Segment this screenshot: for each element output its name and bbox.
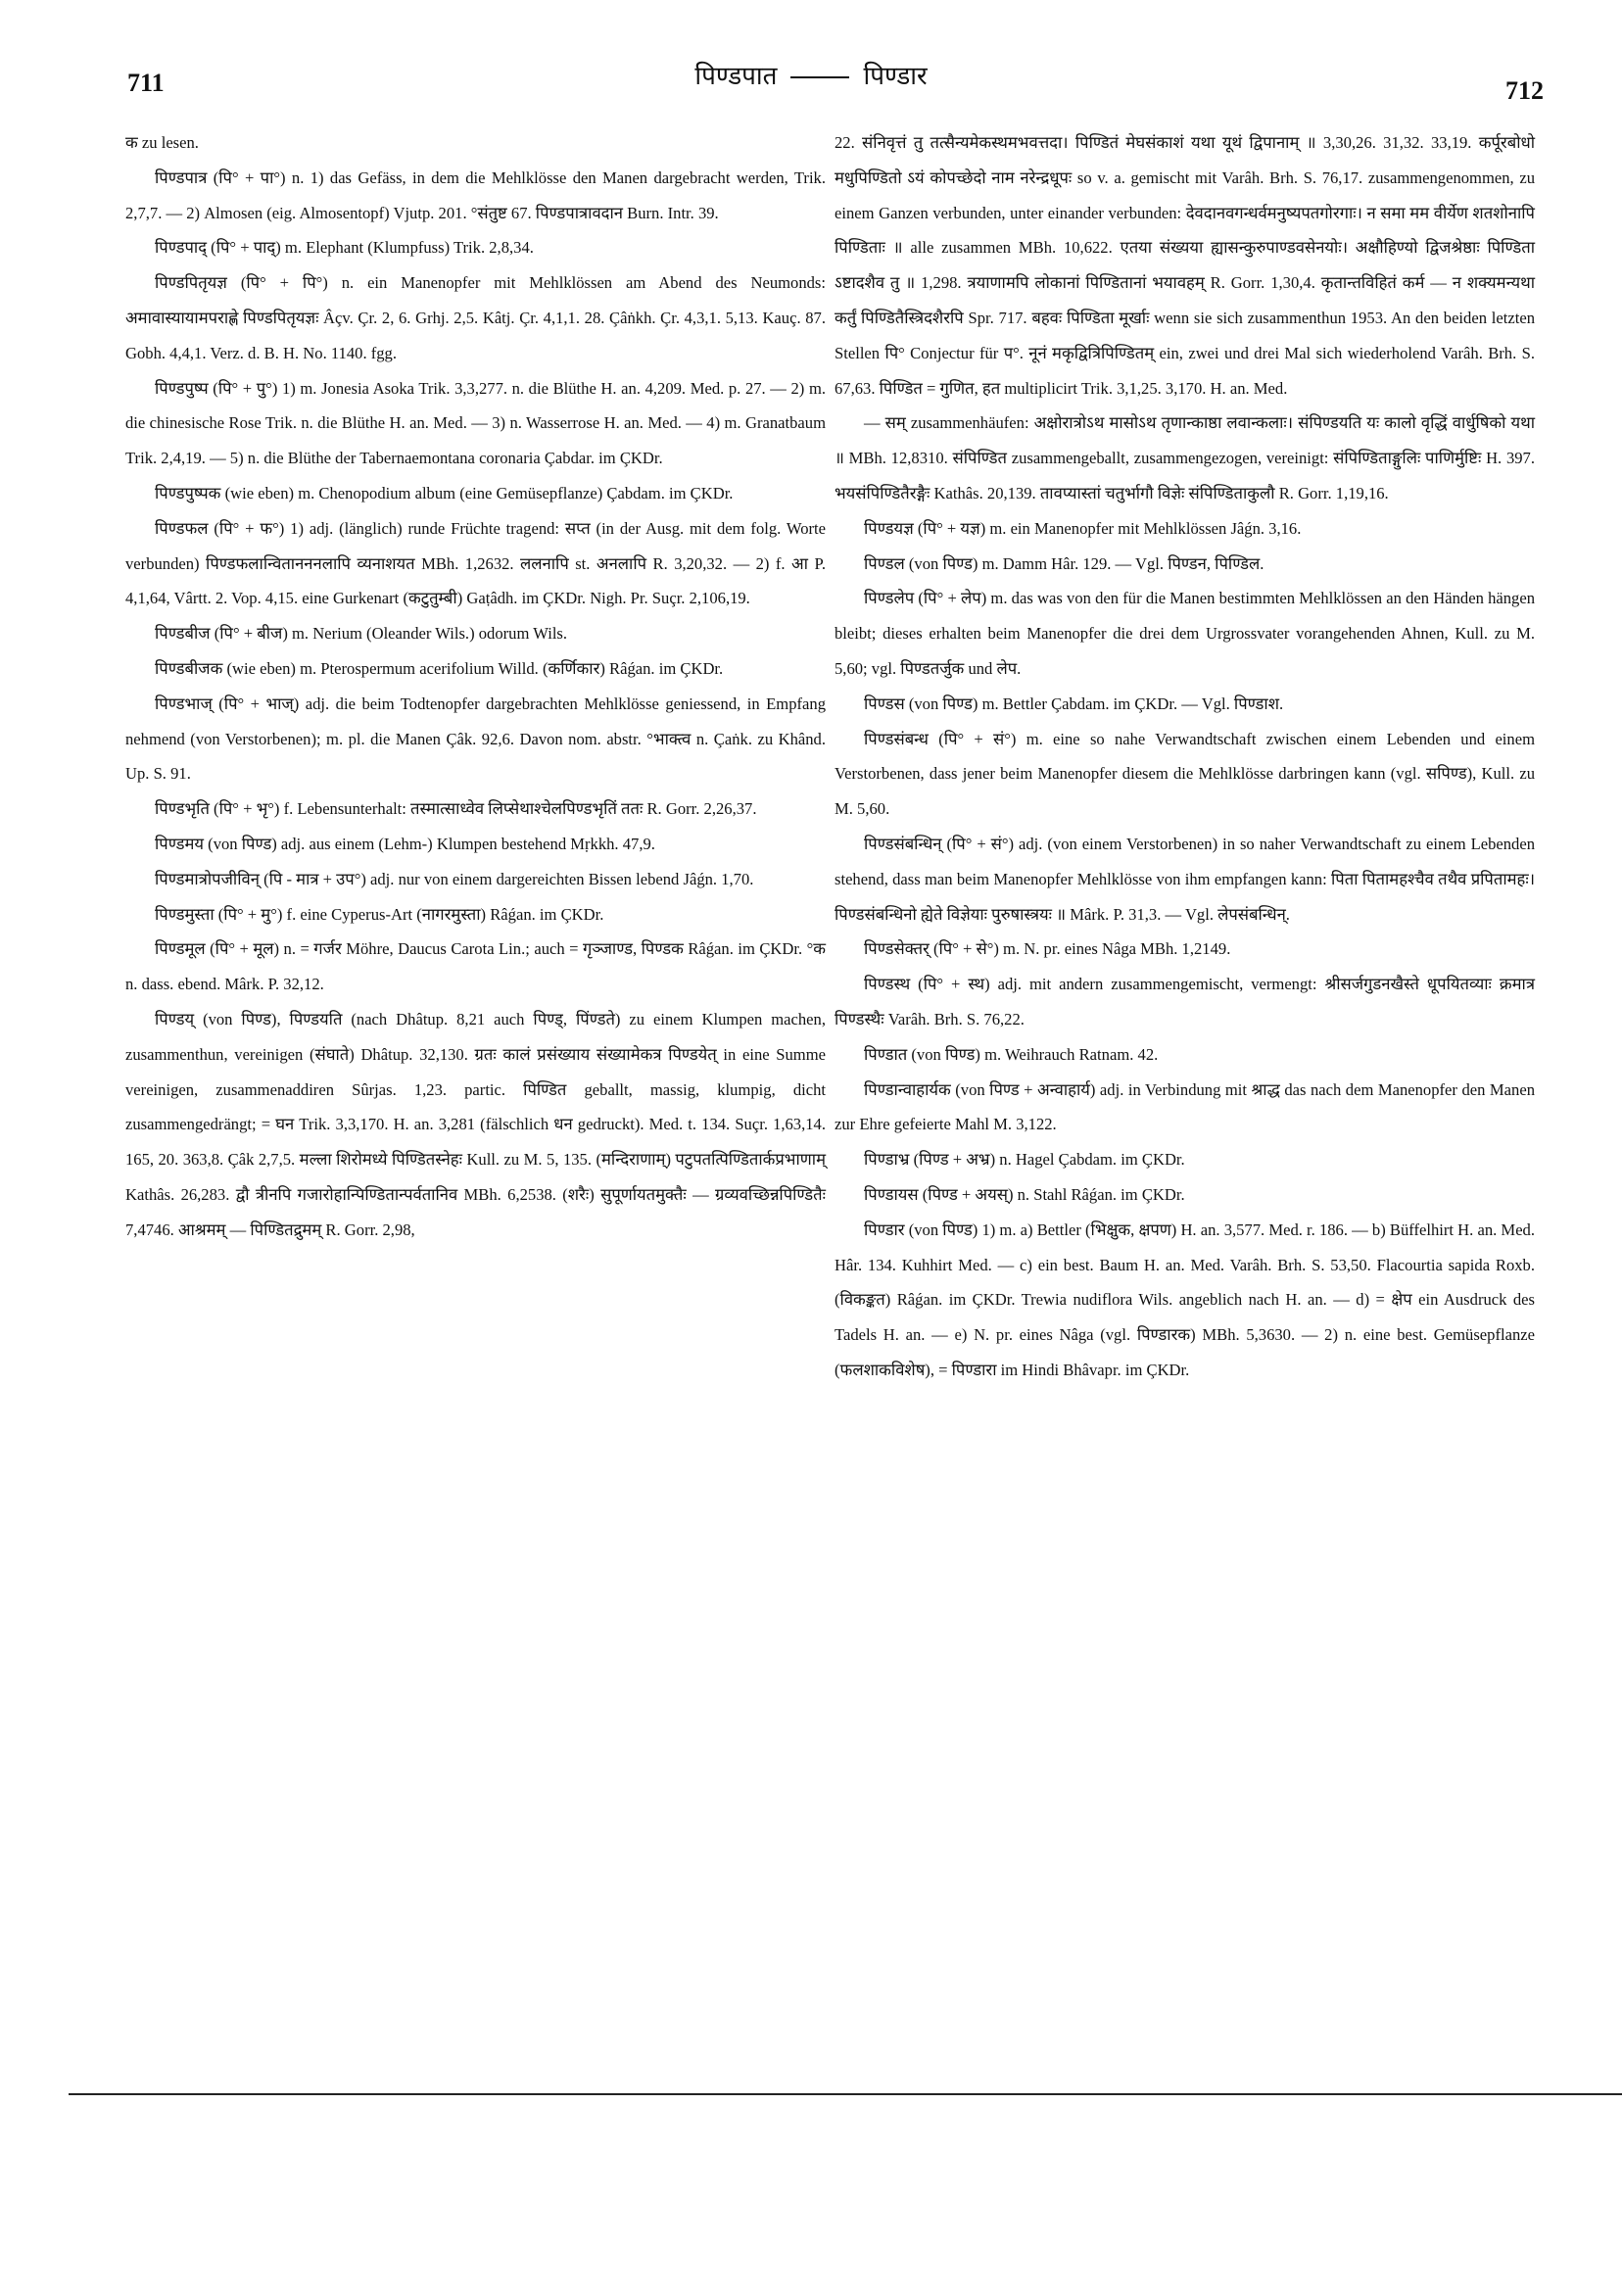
dictionary-entry: पिण्डस (von पिण्ड) m. Bettler Çabdam. im ÇKDr. — Vgl. पिण्डाश.	[864, 694, 1284, 713]
running-header	[0, 57, 1622, 92]
dictionary-entry: पिण्डपुष्प (पि° + पु°) 1) m. Jonesia Asoka Trik. 3,3,277. n. die Blüthe H. an. 4,209. Med. p. 27. — 2) m. die chinesische Rose Trik. n. die Blüthe H. an. Med. — 3) n. Wasserrose H. an. Med. — 4) m. Granatbaum Trik. 2,4,19. — 5) n. die Blüthe der Tabernaemontana coronaria Çabdar. im ÇKDr.	[125, 378, 826, 468]
dictionary-entry: पिण्डाभ्र (पिण्ड + अभ्र) n. Hagel Çabdam. im ÇKDr.	[864, 1150, 1185, 1170]
dictionary-entry: पिण्डमात्रोपजीविन् (पि - मात्र + उप°) adj. nur von einem dargereichten Bissen lebend Jâǵn. 1,70.	[155, 869, 754, 888]
dictionary-entry: पिण्डभाज् (पि° + भाज्) adj. die beim Todtenopfer dargebrachten Mehlklösse geniessend, in Empfang nehmend (von Verstorbenen); m. pl. die Manen Çâk. 92,6. Davon nom. abstr. °भाक्त्व n. Çaṅk. zu Khând. Up. S. 91.	[125, 694, 826, 784]
left-column	[125, 125, 826, 1248]
page-number-right: 712	[1505, 76, 1544, 105]
page-number-left: 711	[127, 69, 165, 97]
dictionary-entry: पिण्डपात्र (पि° + पा°) n. 1) das Gefäss, in dem die Mehlklösse den Manen dargebracht werden, Trik. 2,7,7. — 2) Almosen (eig. Almosentopf) Vjutp. 201. °संतुष्ट 67. पिण्डपात्रावदान Burn. Intr. 39.	[125, 167, 826, 222]
dictionary-entry: — सम् zusammenhäufen: अक्षोरात्रोऽथ मासोऽथ तृणान्काष्ठा लवान्कलाः। संपिण्डयति यः कालो वृद्धिं वार्धुषिको यथा ॥ MBh. 12,8310. संपिण्डित zusammengeballt, zusammengezogen, vereinigt: संपिण्डिताङ्गुलिः पाणिर्मुष्टिः H. 397. भयसंपिण्डितैरङ्गैः Kathâs. 20,139. तावप्यास्तां चतुर्भागौ विज्ञेः संपिण्डिताकुलौ R. Gorr. 1,19,16.	[835, 413, 1535, 502]
dictionary-entry: पिण्डय् (von पिण्ड), पिण्डयति (nach Dhâtup. 8,21 auch पिण्ड्, पिंण्डते) zu einem Klumpen machen, zusammenthun, vereinigen (संघाते) Dhâtup. 32,130. ग्रतः कालं प्रसंख्याय संख्यामेकत्र पिण्डयेत् in eine Summe vereinigen, zusammenaddiren Sûrjas. 1,23. partic. पिण्डित geballt, massig, klumpig, dicht zusammengedrängt; = घन Trik. 3,3,170. H. an. 3,281 (fälschlich धन gedruckt). Med. t. 134. Suçr. 1,63,14. 165, 20. 363,8. Çâk 2,7,5. मल्ला शिरोमध्ये पिण्डितस्नेहः Kull. zu M. 5, 135. (मन्दिराणाम्) पटुपतत्पिण्डितार्कप्रभाणाम् Kathâs. 26,283. द्वौ त्रीनपि गजारोहान्पिण्डितान्पर्वतानिव MBh. 6,2538. (शरैः) सुपूर्णायतमुक्तैः — ग्रव्यवच्छिन्नपिण्डितैः 7,4746. आश्रमम् — पिण्डितद्रुमम् R. Gorr. 2,98,	[125, 1009, 826, 1239]
header-dash	[790, 76, 849, 78]
guide-word-right: पिण्डार	[863, 62, 928, 91]
dictionary-entry: पिण्डान्वाहार्यक (von पिण्ड + अन्वाहार्य) adj. in Verbindung mit श्राद्ध das nach dem Manenopfer den Manen zur Ehre gefeierte Mahl M. 3,122.	[835, 1079, 1535, 1134]
dictionary-entry: पिण्डल (von पिण्ड) m. Damm Hâr. 129. — Vgl. पिण्डन, पिण्डिल.	[864, 553, 1264, 573]
dictionary-entry: पिण्डलेप (पि° + लेप) m. das was von den für die Manen bestimmten Mehlklössen an den Händen hängen bleibt; dieses erhalten beim Manenopfer die drei dem Urgrossvater vorangehenden Ahnen, Kull. zu M. 5,60; vgl. पिण्डतर्जुक und लेप.	[835, 589, 1535, 678]
dictionary-entry: पिण्डसंबन्धिन् (पि° + सं°) adj. (von einem Verstorbenen) in so naher Verwandtschaft zu einem Lebenden stehend, dass man beim Manenopfer Mehlklösse von ihm empfangen kann: पिता पितामहश्चैव तथैव प्रपितामहः। पिण्डसंबन्धिनो ह्येते विज्ञेयाः पुरुषास्त्रयः ॥ Mârk. P. 31,3. — Vgl. लेपसंबन्धिन्.	[835, 834, 1535, 924]
dictionary-entry: पिण्डायस (पिण्ड + अयस्) n. Stahl Râǵan. im ÇKDr.	[864, 1184, 1185, 1204]
footer-rule	[69, 2093, 1622, 2095]
guide-word-left: पिण्डपात	[694, 62, 778, 91]
dictionary-entry: 22. संनिवृत्तं तु तत्सैन्यमेकस्थमभवत्तदा। पिण्डितं मेघसंकाशं यथा यूथं द्विपानाम् ॥ 3,30,26. 31,32. 33,19. कर्पूरबोधो मधुपिण्डितो ऽयं कोपच्छेदो नाम नरेन्द्रधूपः so v. a. gemischt mit Varâh. Brh. S. 76,17. zusammengenommen, zu einem Ganzen verbunden, unter einander verbunden: देवदानवगन्धर्वमनुष्यपतगोरगाः। न समा मम वीर्येण शतशोनापि पिण्डिताः ॥ alle zusammen MBh. 10,622. एतया संख्यया ह्यासन्कुरुपाण्डवसेनयोः। अक्षौहिण्यो द्विजश्रेष्ठाः पिण्डिता ऽष्टादशैव तु ॥ 1,298. त्रयाणामपि लोकानां पिण्डितानां भयावहम् R. Gorr. 1,30,4. कृतान्तविहितं कर्म — न शक्यमन्यथा कर्तुं पिण्डितैस्त्रिदशैरपि Spr. 717. बहवः पिण्डिता मूर्खाः wenn sie sich zusammenthun 1953. An den beiden letzten Stellen पि° Conjectur für प°. नूनं मकृद्वित्रिपिण्डितम् ein, zwei und drei Mal sich wiederholend Varâh. Brh. S. 67,63. पिण्डित = गुणित, हत multiplicirt Trik. 3,1,25. 3,170. H. an. Med.	[835, 133, 1535, 398]
dictionary-entry: पिण्डयज्ञ (पि° + यज्ञ) m. ein Manenopfer mit Mehlklössen Jâǵn. 3,16.	[864, 518, 1302, 538]
dictionary-entry: पिण्डसेक्तर् (पि° + से°) m. N. pr. eines Nâga MBh. 1,2149.	[864, 939, 1231, 959]
dictionary-entry: पिण्डमय (von पिण्ड) adj. aus einem (Lehm-) Klumpen bestehend Mṛkkh. 47,9.	[155, 834, 655, 853]
dictionary-entry: पिण्डस्थ (पि° + स्थ) adj. mit andern zusammengemischt, vermengt: श्रीसर्जगुडनखैस्ते धूपयितव्याः क्रमात्र पिण्डस्थैः Varâh. Brh. S. 76,22.	[835, 975, 1535, 1028]
dictionary-entry: पिण्डफल (पि° + फ°) 1) adj. (länglich) runde Früchte tragend: सप्त (in der Ausg. mit dem folg. Worte verbunden) पिण्डफलान्वितानननलापि व्यनाशयत MBh. 1,2632. ललनापि st. अनलापि R. 3,20,32. — 2) f. आ P. 4,1,64, Vârtt. 2. Vop. 4,15. eine Gurkenart (कटुतुम्बी) Gaṭâdh. im ÇKDr. Nigh. Pr. Suçr. 2,106,19.	[125, 518, 826, 608]
dictionary-entry: पिण्डात (von पिण्ड) m. Weihrauch Ratnam. 42.	[864, 1044, 1159, 1064]
dictionary-entry: पिण्डपितृयज्ञ (पि° + पि°) n. ein Manenopfer mit Mehlklössen am Abend des Neumonds: अमावास्यायामपराह्णे पिण्डपितृयज्ञः Âçv. Çr. 2, 6. Grhj. 2,5. Kâtj. Çr. 4,1,1. 28. Çâṅkh. Çr. 4,3,1. 5,13. Kauç. 87. Gobh. 4,4,1. Verz. d. B. H. No. 1140. fgg.	[125, 273, 826, 362]
dictionary-entry: पिण्डार (von पिण्ड) 1) m. a) Bettler (भिक्षुक, क्षपण) H. an. 3,577. Med. r. 186. — b) Büffelhirt H. an. Med. Hâr. 134. Kuhhirt Med. — c) ein best. Baum H. an. Med. Varâh. Brh. S. 53,50. Flacourtia sapida Roxb. (विकङ्कत) Râǵan. im ÇKDr. Trewia nudiflora Wils. angeblich nach H. an. — d) = क्षेप ein Ausdruck des Tadels H. an. — e) N. pr. eines Nâga (vgl. पिण्डारक) MBh. 5,3630. — 2) n. eine best. Gemüsepflanze (फलशाकविशेष), = पिण्डारा im Hindi Bhâvapr. im ÇKDr.	[835, 1220, 1535, 1379]
dictionary-entry: पिण्डबीजक (wie eben) m. Pterospermum acerifolium Willd. (कर्णिकार) Râǵan. im ÇKDr.	[155, 658, 724, 678]
dictionary-entry: पिण्डमूल (पि° + मूल) n. = गर्जर Möhre, Daucus Carota Lin.; auch = गृञ्जाण्ड, पिण्डक Râǵan. im ÇKDr. °क n. dass. ebend. Mârk. P. 32,12.	[125, 939, 826, 994]
dictionary-entry: क zu lesen.	[125, 133, 199, 152]
right-column	[835, 125, 1535, 1388]
dictionary-entry: पिण्डबीज (पि° + बीज) m. Nerium (Oleander Wils.) odorum Wils.	[155, 624, 568, 644]
dictionary-entry: पिण्डसंबन्ध (पि° + सं°) m. eine so nahe Verwandtschaft zwischen einem Lebenden und einem Verstorbenen, dass jener beim Manenopfer diesem die Mehlklösse darbringen kann (vgl. सपिण्ड), Kull. zu M. 5,60.	[835, 729, 1535, 819]
dictionary-entry: पिण्डमुस्ता (पि° + मु°) f. eine Cyperus-Art (नागरमुस्ता) Râǵan. im ÇKDr.	[155, 904, 604, 924]
dictionary-entry: पिण्डभृति (पि° + भृ°) f. Lebensunterhalt: तस्मात्साध्वेव लिप्सेथाश्चेलपिण्डभृतिं ततः R. Gorr. 2,26,37.	[155, 799, 757, 819]
dictionary-entry: पिण्डपाद् (पि° + पाद्) m. Elephant (Klumpfuss) Trik. 2,8,34.	[155, 238, 534, 258]
dictionary-entry: पिण्डपुष्पक (wie eben) m. Chenopodium album (eine Gemüsepflanze) Çabdam. im ÇKDr.	[155, 483, 734, 502]
